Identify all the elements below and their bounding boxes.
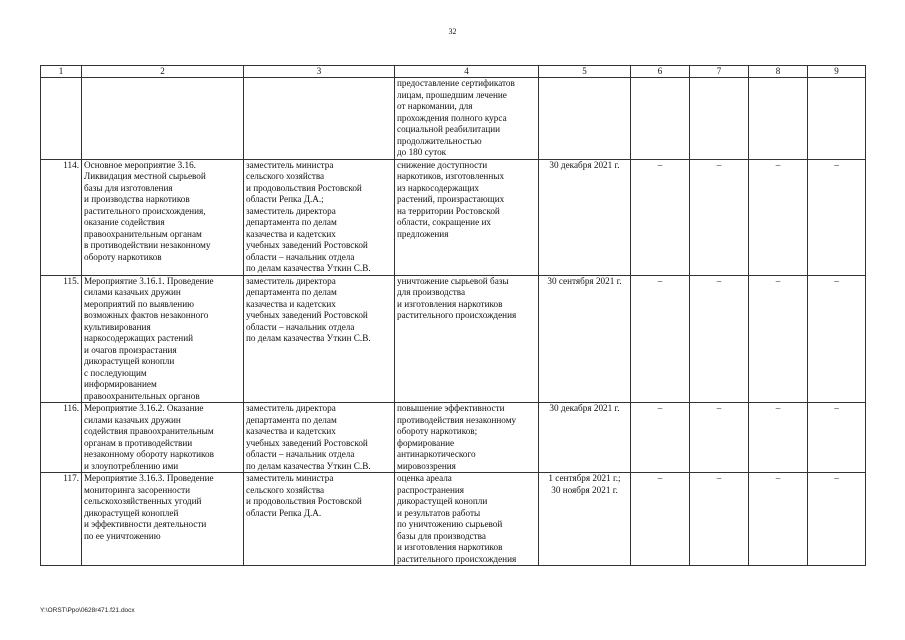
- result-cell-line: социальной реабилитации: [397, 124, 501, 134]
- responsible-cell: [244, 403, 395, 473]
- deadline-cell: [539, 159, 631, 275]
- value-cell-6: –: [631, 473, 690, 566]
- responsible-cell-line: заместитель директора: [246, 205, 336, 216]
- measure-cell-line: незаконному обороту наркотиков: [84, 449, 214, 459]
- measure-cell-line: и производства наркотиков: [84, 194, 190, 204]
- value-cell-7: [690, 78, 749, 160]
- value-cell-6: –: [631, 275, 690, 403]
- responsible-cell-line: учебных заведений Ростовской: [246, 437, 368, 448]
- result-cell-line: базы для производства: [397, 530, 486, 541]
- responsible-cell-line: учебных заведений Ростовской: [246, 240, 368, 250]
- column-number: 4: [395, 66, 539, 78]
- responsible-cell-line: сельского хозяйства: [246, 171, 325, 181]
- deadline-cell: [539, 473, 631, 566]
- deadline-cell: [539, 78, 631, 160]
- measure-cell-line: мероприятий по выявлению: [84, 298, 194, 309]
- result-cell-line: снижение доступности: [397, 159, 488, 170]
- result-cell-line: и результатов работы: [397, 507, 481, 518]
- value-cell-9: –: [808, 473, 866, 566]
- file-path-footer: Y:\ORST\Ppo\0628r471.f21.docx: [40, 607, 135, 614]
- responsible-cell-line: и продовольствия Ростовской: [246, 182, 362, 193]
- result-cell-line: уничтожение сырьевой базы: [397, 275, 509, 286]
- deadline-cell-line: 30 декабря 2021 г.: [549, 159, 620, 170]
- responsible-cell-line: области Репка Д.А.: [246, 507, 322, 518]
- result-cell: [395, 403, 539, 473]
- result-cell-line: по уничтожению сырьевой: [397, 519, 503, 529]
- table-row: [41, 473, 866, 566]
- result-cell-line: из наркосодержащих: [397, 182, 480, 193]
- responsible-cell-line: департамента по делам: [246, 217, 337, 227]
- responsible-cell-line: заместитель министра: [246, 159, 334, 170]
- result-cell-line: продолжительностью: [397, 135, 482, 146]
- measure-cell-line: правоохранительных органов: [84, 390, 200, 401]
- measure-cell-line: и эффективности деятельности: [84, 519, 207, 529]
- column-number: 7: [690, 66, 749, 78]
- page-number: 32: [448, 27, 457, 36]
- result-cell-line: формирование: [397, 437, 455, 448]
- column-number: 9: [808, 66, 866, 78]
- table-row: [41, 78, 866, 160]
- measure-cell-line: и очагов произрастания: [84, 344, 177, 355]
- responsible-cell-line: области Репка Д.А.;: [246, 194, 324, 204]
- plan-table: [40, 65, 866, 566]
- result-cell-line: растений, произрастающих: [397, 194, 505, 204]
- result-cell-line: на территории Ростовской: [397, 205, 500, 216]
- column-number: 5: [539, 66, 631, 78]
- value-cell-8: –: [749, 159, 808, 275]
- result-cell-line: противодействия незаконному: [397, 414, 517, 425]
- measure-cell-line: информированием: [84, 379, 157, 389]
- measure-cell-line: по ее уничтожению: [84, 530, 161, 541]
- measure-cell-line: и злоупотреблению ими: [84, 460, 179, 471]
- measure-cell: [82, 403, 244, 473]
- value-cell-8: –: [749, 403, 808, 473]
- responsible-cell-line: и продовольствия Ростовской: [246, 496, 362, 506]
- measure-cell: [82, 473, 244, 566]
- deadline-cell: [539, 275, 631, 403]
- responsible-cell-line: казачества и кадетских: [246, 426, 336, 436]
- responsible-cell-line: департамента по делам: [246, 287, 337, 297]
- row-number: 116.: [41, 403, 82, 473]
- result-cell: [395, 159, 539, 275]
- value-cell-9: –: [808, 403, 866, 473]
- measure-cell-line: обороту наркотиков: [84, 251, 162, 262]
- responsible-cell: [244, 78, 395, 160]
- responsible-cell-line: по делам казачества Уткин С.В.: [246, 460, 371, 471]
- value-cell-6: [631, 78, 690, 160]
- column-number-row: [41, 66, 866, 78]
- measure-cell-line: оказание содействия: [84, 217, 165, 227]
- measure-cell: [82, 159, 244, 275]
- value-cell-9: –: [808, 275, 866, 403]
- measure-cell-line: дикорастущей конопли: [84, 356, 175, 366]
- measure-cell-line: органам в противодействии: [84, 437, 193, 448]
- column-number: 2: [82, 66, 244, 78]
- responsible-cell-line: области – начальник отдела: [246, 251, 355, 262]
- responsible-cell-line: сельского хозяйства: [246, 484, 325, 495]
- responsible-cell-line: казачества и кадетских: [246, 228, 336, 239]
- result-cell-line: предоставление сертификатов: [397, 78, 515, 88]
- result-cell-line: повышение эффективности: [397, 403, 505, 413]
- result-cell: [395, 473, 539, 566]
- value-cell-8: –: [749, 275, 808, 403]
- deadline-cell-line: 30 декабря 2021 г.: [549, 403, 620, 413]
- table-row: [41, 403, 866, 473]
- measure-cell-line: Мероприятие 3.16.2. Оказание: [84, 403, 204, 413]
- measure-cell-line: растительного происхождения,: [84, 205, 206, 216]
- result-cell: [395, 78, 539, 160]
- result-cell-line: прохождения полного курса: [397, 112, 507, 123]
- value-cell-6: –: [631, 159, 690, 275]
- responsible-cell-line: заместитель директора: [246, 275, 336, 286]
- result-cell-line: антинаркотического: [397, 449, 476, 459]
- responsible-cell: [244, 275, 395, 403]
- measure-cell-line: Мероприятие 3.16.1. Проведение: [84, 275, 214, 286]
- responsible-cell-line: области – начальник отдела: [246, 449, 355, 459]
- deadline-cell-line: 30 ноября 2021 г.: [551, 484, 618, 495]
- value-cell-7: –: [690, 159, 749, 275]
- result-cell-line: обороту наркотиков;: [397, 426, 478, 436]
- responsible-cell-line: по делам казачества Уткин С.В.: [246, 263, 371, 273]
- value-cell-9: [808, 78, 866, 160]
- result-cell: [395, 275, 539, 403]
- measure-cell-line: базы для изготовления: [84, 182, 173, 193]
- result-cell-line: оценка ареала: [397, 473, 452, 483]
- value-cell-6: –: [631, 403, 690, 473]
- deadline-cell: [539, 403, 631, 473]
- result-cell-line: мировоззрения: [397, 460, 456, 471]
- responsible-cell-line: по делам казачества Уткин С.В.: [246, 333, 371, 343]
- deadline-cell-line: 1 сентября 2021 г.;: [548, 473, 621, 483]
- result-cell-line: от наркомании, для: [397, 101, 473, 111]
- row-number: 115.: [41, 275, 82, 403]
- measure-cell-line: правоохранительным органам: [84, 228, 202, 239]
- measure-cell-line: возможных фактов незаконного: [84, 310, 209, 320]
- measure-cell-line: в противодействии незаконному: [84, 240, 211, 250]
- row-number: 117.: [41, 473, 82, 566]
- value-cell-7: –: [690, 275, 749, 403]
- measure-cell-line: Мероприятие 3.16.3. Проведение: [84, 473, 214, 483]
- result-cell-line: распространения: [397, 484, 465, 495]
- measure-cell-line: с последующим: [84, 367, 147, 378]
- table-row: [41, 159, 866, 275]
- responsible-cell-line: казачества и кадетских: [246, 298, 336, 309]
- measure-cell-line: мониторинга засоренности: [84, 484, 191, 495]
- result-cell-line: для производства: [397, 287, 466, 297]
- result-cell-line: растительного происхождения: [397, 310, 517, 320]
- value-cell-7: –: [690, 473, 749, 566]
- deadline-cell-line: 30 сентября 2021 г.: [547, 275, 622, 286]
- measure-cell-line: содействия правоохранительным: [84, 426, 214, 436]
- measure-cell-line: наркосодержащих растений: [84, 333, 194, 343]
- measure-cell-line: сельскохозяйственных угодий: [84, 496, 202, 506]
- measure-cell-line: дикорастущей коноплей: [84, 507, 179, 518]
- result-cell-line: до 180 суток: [397, 147, 447, 157]
- value-cell-7: –: [690, 403, 749, 473]
- measure-cell-line: силами казачьих дружин: [84, 414, 181, 425]
- result-cell-line: области, сокращение их: [397, 217, 491, 227]
- measure-cell-line: Ликвидация местной сырьевой: [84, 171, 206, 181]
- result-cell-line: и изготовления наркотиков: [397, 542, 503, 552]
- measure-cell-line: культивирования: [84, 321, 151, 332]
- value-cell-9: –: [808, 159, 866, 275]
- table-row: [41, 275, 866, 403]
- result-cell-line: предложения: [397, 228, 449, 239]
- value-cell-8: [749, 78, 808, 160]
- responsible-cell-line: департамента по делам: [246, 414, 337, 425]
- measure-cell: [82, 78, 244, 160]
- column-number: 6: [631, 66, 690, 78]
- row-number: [41, 78, 82, 160]
- responsible-cell: [244, 473, 395, 566]
- result-cell-line: дикорастущей конопли: [397, 496, 488, 506]
- column-number: 3: [244, 66, 395, 78]
- result-cell-line: растительного происхождения: [397, 553, 517, 564]
- row-number: 114.: [41, 159, 82, 275]
- responsible-cell-line: учебных заведений Ростовской: [246, 310, 368, 320]
- responsible-cell-line: заместитель директора: [246, 403, 336, 413]
- measure-cell: [82, 275, 244, 403]
- result-cell-line: и изготовления наркотиков: [397, 298, 503, 309]
- measure-cell-line: Основное мероприятие 3.16.: [84, 159, 196, 170]
- result-cell-line: наркотиков, изготовленных: [397, 171, 505, 181]
- measure-cell-line: силами казачьих дружин: [84, 287, 181, 297]
- responsible-cell: [244, 159, 395, 275]
- result-cell-line: лицам, прошедшим лечение: [397, 89, 507, 100]
- column-number: 8: [749, 66, 808, 78]
- responsible-cell-line: заместитель министра: [246, 473, 334, 483]
- value-cell-8: –: [749, 473, 808, 566]
- responsible-cell-line: области – начальник отдела: [246, 321, 355, 332]
- column-number: 1: [41, 66, 82, 78]
